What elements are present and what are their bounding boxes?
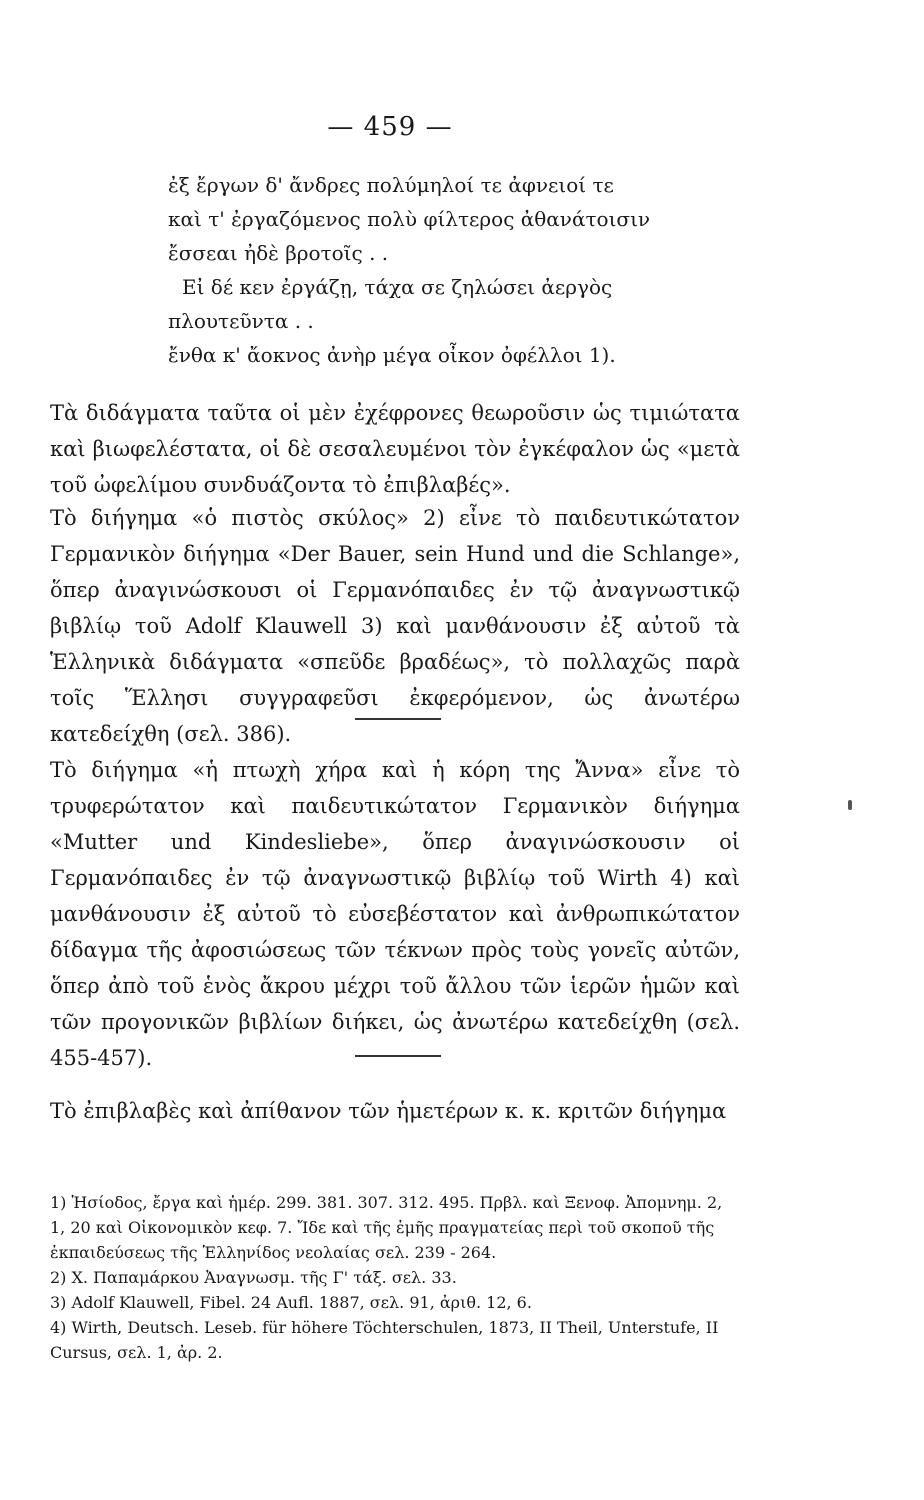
footnote: 4) Wirth, Deutsch. Leseb. für höhere Töchterschulen, 1873, II Theil, Unterstufe, II Cursus, σελ. 1, ἀρ. 2. — [50, 1318, 719, 1362]
section-divider — [355, 1055, 441, 1057]
footnote: 2) Χ. Παπαμάρκου Ἀναγνωσμ. τῆς Γ' τάξ. σελ. 33. — [50, 1268, 457, 1287]
footnotes — [50, 1190, 740, 1365]
section-divider — [355, 718, 441, 720]
verse-line: ἐξ ἔργων δ' ἄνδρες πολύμηλοί τε ἀφνειοί τε — [168, 173, 614, 197]
paragraph: Τὸ διήγημα «ὁ πιστὸς σκύλος» 2) εἶνε τὸ παιδευτικώτατον Γερμανικὸν διήγημα «Der Bauer, sein Hund und die Schlange», ὅπερ ἀναγινώσκουσι οἱ Γερμανόπαιδες ἐν τῷ ἀναγνωστικῷ βιβλίῳ τοῦ Adolf Klauwell 3) καὶ μανθάνουσιν ἐξ αὐτοῦ τὰ Ἑλληνικὰ διδάγματα «σπεῦδε βραδέως», τὸ πολλαχῶς παρὰ τοῖς Ἕλλησι συγγραφεῦσι ἐκφερόμενον, ὡς ἀνωτέρω κατεδείχθη (σελ. 386). — [50, 506, 740, 746]
footnote: 3) Adolf Klauwell, Fibel. 24 Aufl. 1887, σελ. 91, ἀριθ. 12, 6. — [50, 1293, 532, 1312]
verse-quotation — [168, 168, 688, 372]
paragraph: Τὸ ἐπιβλαβὲς καὶ ἀπίθανον τῶν ἡμετέρων κ. κ. κριτῶν διήγημα — [50, 1099, 727, 1123]
verse-line: καὶ τ' ἐργαζόμενος πολὺ φίλτερος ἀθανάτοισιν — [168, 207, 651, 231]
verse-line: πλουτεῦντα . . — [168, 309, 314, 333]
ink-mark — [848, 800, 852, 810]
paragraph: Τὸ διήγημα «ἡ πτωχὴ χήρα καὶ ἡ κόρη της Ἄννα» εἶνε τὸ τρυφερώτατον καὶ παιδευτικώτατον Γερμανικὸν διήγημα «Mutter und Kindesliebe», ὅπερ ἀναγινώσκουσιν οἱ Γερμανόπαιδες ἐν τῷ ἀναγνωστικῷ βιβλίῳ τοῦ Wirth 4) καὶ μανθάνουσιν ἐξ αὐτοῦ τὸ εὐσεβέστατον καὶ ἀνθρωπικώτατον δίδαγμα τῆς ἀφοσιώσεως τῶν τέκνων πρὸς τοὺς γονεῖς αὐτῶν, ὅπερ ἀπὸ τοῦ ἑνὸς ἄκρου μέχρι τοῦ ἄλλου τῶν ἱερῶν ἡμῶν καὶ τῶν προγονικῶν βιβλίων διήκει, ὡς ἀνωτέρω κατεδείχθη (σελ. 455-457). — [50, 758, 740, 1070]
paragraph: Τὰ διδάγματα ταῦτα οἱ μὲν ἐχέφρονες θεωροῦσιν ὡς τιμιώτατα καὶ βιωφελέστατα, οἱ δὲ σεσαλευμένοι τὸν ἐγκέφαλον ὡς «μετὰ τοῦ ὠφελίμου συνδυάζοντα τὸ ἐπιβλαβές». — [50, 401, 740, 497]
page-number: — 459 — — [327, 112, 453, 142]
footnote: 1) Ἡσίοδος, ἔργα καὶ ἡμέρ. 299. 381. 307. 312. 495. Πρβλ. καὶ Ξενοφ. Ἀπομνημ. 2, 1, 20 καὶ Οἰκονομικὸν κεφ. 7. Ἴδε καὶ τῆς ἐμῆς πραγματείας περὶ τοῦ σκοποῦ τῆς ἐκπαιδεύσεως τῆς Ἑλληνίδος νεολαίας σελ. 239 - 264. — [50, 1193, 723, 1262]
verse-line: ἔσσεαι ἠδὲ βροτοῖς . . — [168, 241, 389, 265]
verse-line: ἔνθα κ' ἄοκνος ἀνὴρ μέγα οἶκον ὀφέλλοι 1). — [168, 343, 616, 367]
verse-line: Εἰ δέ κεν ἐργάζῃ, τάχα σε ζηλώσει ἀεργὸς — [182, 275, 613, 299]
